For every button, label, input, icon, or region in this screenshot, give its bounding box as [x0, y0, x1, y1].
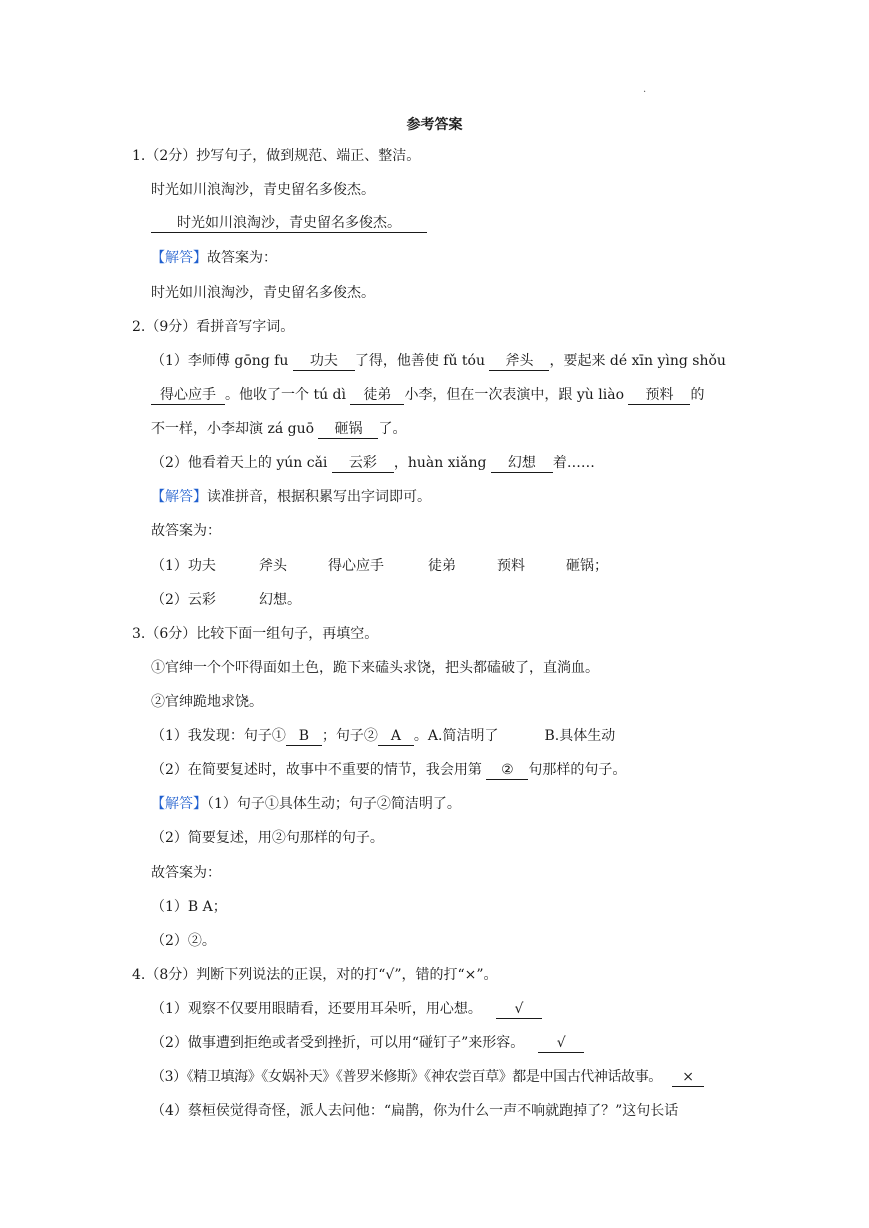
q1-solution-tag: 【解答】 [151, 250, 207, 266]
q3-stem: 3.（6分）比较下面一组句子，再填空。 [132, 626, 379, 642]
q3-text: B.具体生动 [544, 728, 616, 744]
q2-text: 着…… [552, 455, 595, 471]
q2-answer-2 [151, 590, 301, 610]
q4-item-2 [151, 1033, 584, 1053]
q2-text: 了。 [378, 421, 407, 437]
q2-blank-3: 得心应手 [151, 386, 225, 405]
q1-solution [151, 248, 277, 268]
q2-answer-intro: 故答案为： [151, 523, 221, 539]
q2-text: 了得，他善使 fǔ tóu [354, 353, 490, 369]
q1-solution-text: 故答案为： [207, 250, 277, 266]
q4-text: （1）观察不仅要用眼睛看，还要用耳朵听，用心想。 [151, 1001, 482, 1017]
q2-text: （2）他看着天上的 yún cǎi [151, 455, 332, 471]
q2-text: 小李，但在一次表演中，跟 yù liào [404, 387, 629, 403]
q2-text: 不一样，小李却演 zá guō [151, 421, 319, 437]
q3-explanation-2: （2）简要复述，用②句那样的句子。 [151, 830, 384, 846]
q3-solution-text: （1）句子①具体生动；句子②简洁明了。 [207, 796, 461, 812]
q4-mark-2: √ [538, 1034, 584, 1053]
q2-blank-8: 幻想 [491, 454, 553, 473]
q4-stem: 4.（8分）判断下列说法的正误，对的打“√”，错的打“×”。 [132, 967, 498, 983]
q2-text: ，要起来 dé xīn yìng shǒu [549, 353, 726, 369]
q3-text: （1）我发现：句子① [151, 728, 286, 744]
q2-blank-2: 斧头 [489, 352, 549, 371]
q2-ans-item: 幻想。 [259, 592, 301, 608]
q3-text: ；句子② [321, 728, 378, 744]
q4-mark-3: × [672, 1068, 704, 1087]
q2-solution-tag: 【解答】 [151, 489, 207, 505]
q2-blank-1: 功夫 [293, 352, 355, 371]
q3-answer-intro: 故答案为： [151, 865, 221, 881]
q2-ans-item: 得心应手 [328, 558, 384, 574]
q3-answer-2: （2）②。 [151, 933, 216, 949]
q1-sentence: 时光如川浪淘沙，青史留名多俊杰。 [151, 182, 375, 198]
q1-answer-line [151, 213, 427, 233]
q1-answer-blank: 时光如川浪淘沙，青史留名多俊杰。 [151, 214, 427, 233]
q2-line-2 [151, 385, 704, 405]
q3-text: 。A.简洁明了 [413, 728, 499, 744]
q2-ans-item: 徒弟 [428, 558, 456, 574]
q2-text: （1）李师傅 gōng fu [151, 353, 293, 369]
q2-ans-item: 砸锅； [566, 558, 608, 574]
q2-answer-1 [151, 556, 608, 576]
q4-item-1 [151, 999, 542, 1019]
q2-blank-6: 砸锅 [318, 420, 378, 439]
q3-sentence-2: ②官绅跪地求饶。 [151, 694, 263, 710]
q2-text: 的 [690, 387, 705, 403]
q3-part-2 [151, 760, 626, 780]
q3-text: 句那样的句子。 [528, 762, 627, 778]
q2-stem: 2.（9分）看拼音写字词。 [132, 319, 295, 335]
q2-solution-text: 读准拼音，根据积累写出字词即可。 [207, 489, 431, 505]
q3-answer-1: （1）B A； [151, 899, 227, 915]
q4-text: （2）做事遭到拒绝或者受到挫折，可以用“碰钉子”来形容。 [151, 1035, 525, 1051]
q2-blank-7: 云彩 [332, 454, 394, 473]
q2-blank-5: 预料 [628, 386, 690, 405]
corner-dot: . [643, 84, 647, 95]
q1-stem: 1.（2分）抄写句子，做到规范、端正、整洁。 [132, 148, 421, 164]
q4-mark-1: √ [496, 1000, 542, 1019]
q3-blank-2: A [378, 727, 414, 746]
q2-ans-item: 预料 [497, 558, 525, 574]
page-title: 参考答案 [406, 117, 463, 133]
q2-blank-4: 徒弟 [350, 386, 404, 405]
q3-blank-1: B [286, 727, 322, 746]
q2-text: 。他收了一个 tú dì [225, 387, 351, 403]
q2-text: ，huàn xiǎng [393, 455, 491, 471]
q4-item-4: （4）蔡桓侯觉得奇怪，派人去问他：“扁鹊，你为什么一声不响就跑掉了？”这句长话 [151, 1103, 679, 1119]
q3-part-1 [151, 726, 615, 746]
q1-final: 时光如川浪淘沙，青史留名多俊杰。 [151, 285, 375, 301]
q4-item-3 [151, 1067, 704, 1087]
q2-solution [151, 487, 431, 507]
q2-ans-item: 斧头 [259, 558, 287, 574]
q3-solution-tag: 【解答】 [151, 796, 207, 812]
q2-line-1 [151, 351, 726, 371]
q3-solution [151, 794, 461, 814]
q2-line-3 [151, 419, 406, 439]
q2-ans-item: （2）云彩 [151, 592, 216, 608]
q3-blank-3: ② [486, 761, 528, 780]
q3-text: （2）在简要复述时，故事中不重要的情节，我会用第 [151, 762, 487, 778]
q4-text: （3）《精卫填海》《女娲补天》《普罗米修斯》《神农尝百草》都是中国古代神话故事。 [151, 1069, 662, 1085]
q2-line-4 [151, 453, 595, 473]
q2-ans-item: （1）功夫 [151, 558, 216, 574]
q3-sentence-1: ①官绅一个个吓得面如土色，跪下来磕头求饶，把头都磕破了，直淌血。 [151, 660, 599, 676]
